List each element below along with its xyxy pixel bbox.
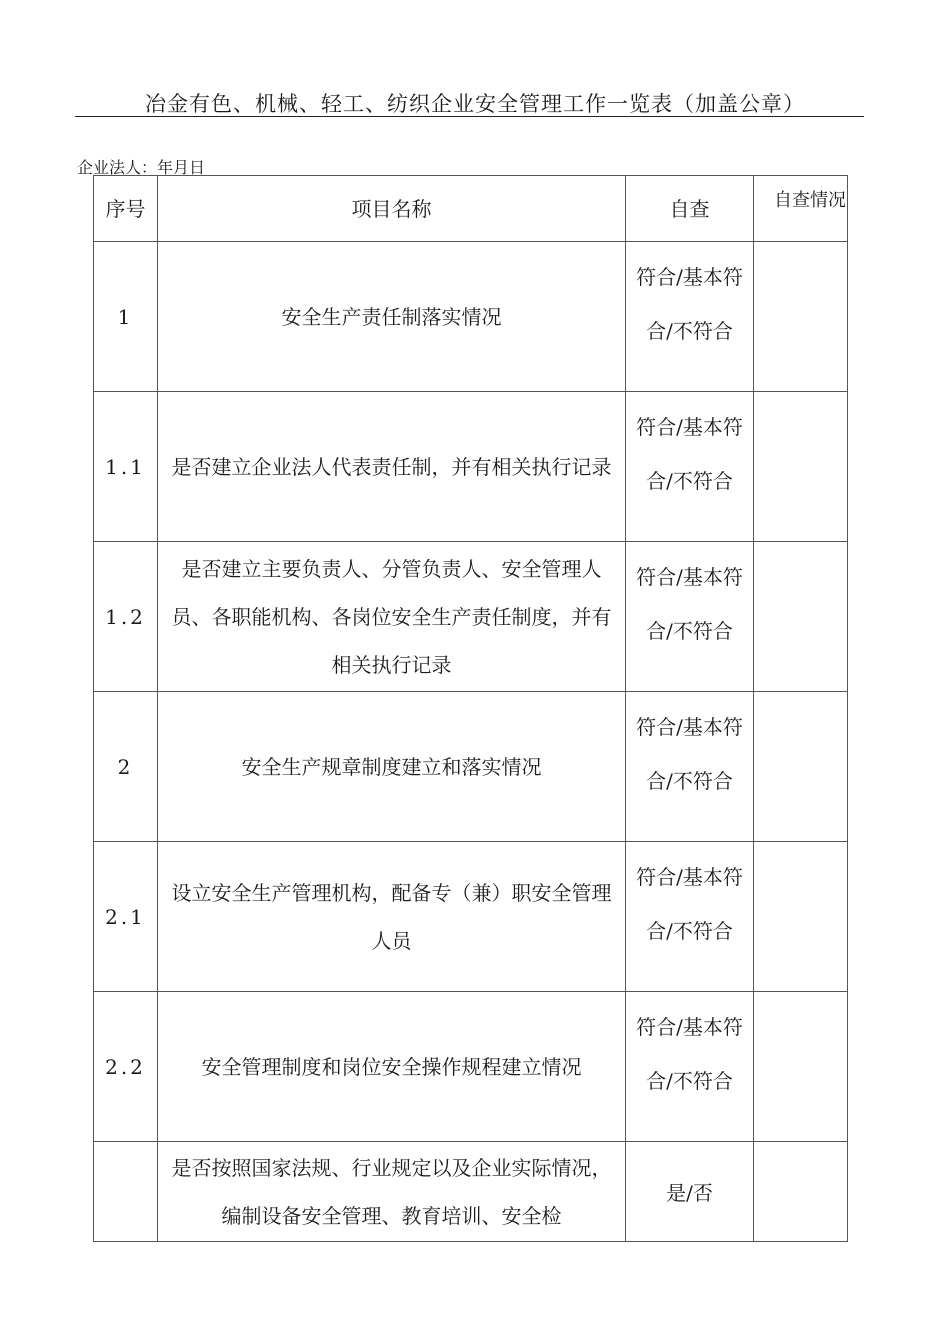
header-situation: 自查情况 <box>754 176 848 242</box>
row-situation-cell[interactable] <box>754 842 848 992</box>
safety-checklist-table <box>93 175 848 1242</box>
row-number: 1.2 <box>94 542 158 692</box>
table-row <box>94 692 848 842</box>
row-item-name: 是否按照国家法规、行业规定以及企业实际情况，编制设备安全管理、教育培训、安全检 <box>158 1142 626 1242</box>
header-name: 项目名称 <box>158 176 626 242</box>
row-situation-cell[interactable] <box>754 542 848 692</box>
row-situation-cell[interactable] <box>754 242 848 392</box>
table-row <box>94 542 848 692</box>
row-situation-cell[interactable] <box>754 392 848 542</box>
row-number: 1 <box>94 242 158 392</box>
document-title: 冶金有色、机械、轻工、纺织企业安全管理工作一览表（加盖公章） <box>145 92 805 116</box>
row-number: 2 <box>94 692 158 842</box>
row-status: 是/否 <box>626 1142 754 1242</box>
table-row <box>94 1142 848 1242</box>
header-row <box>94 176 848 242</box>
row-item-name: 设立安全生产管理机构，配备专（兼）职安全管理人员 <box>158 842 626 992</box>
row-status: 符合/基本符合/不符合 <box>626 542 754 692</box>
row-item-name: 安全管理制度和岗位安全操作规程建立情况 <box>158 992 626 1142</box>
table-row <box>94 242 848 392</box>
row-status: 符合/基本符合/不符合 <box>626 392 754 542</box>
row-status: 符合/基本符合/不符合 <box>626 842 754 992</box>
row-item-name: 是否建立主要负责人、分管负责人、安全管理人员、各职能机构、各岗位安全生产责任制度，并有相关执行记录 <box>158 542 626 692</box>
row-situation-cell[interactable] <box>754 992 848 1142</box>
row-number: 1.1 <box>94 392 158 542</box>
legal-person-line: 企业法人：年月日 <box>77 158 206 177</box>
row-status: 符合/基本符合/不符合 <box>626 692 754 842</box>
row-status: 符合/基本符合/不符合 <box>626 992 754 1142</box>
table-row <box>94 842 848 992</box>
row-item-name: 安全生产责任制落实情况 <box>158 242 626 392</box>
row-item-name: 是否建立企业法人代表责任制，并有相关执行记录 <box>158 392 626 542</box>
header-no: 序号 <box>94 176 158 242</box>
row-item-name: 安全生产规章制度建立和落实情况 <box>158 692 626 842</box>
row-number <box>94 1142 158 1242</box>
header-check: 自查 <box>626 176 754 242</box>
table-row <box>94 392 848 542</box>
row-number: 2.1 <box>94 842 158 992</box>
row-situation-cell[interactable] <box>754 1142 848 1242</box>
title-underline <box>75 116 864 117</box>
table-row <box>94 992 848 1142</box>
row-number: 2.2 <box>94 992 158 1142</box>
row-situation-cell[interactable] <box>754 692 848 842</box>
row-status: 符合/基本符合/不符合 <box>626 242 754 392</box>
